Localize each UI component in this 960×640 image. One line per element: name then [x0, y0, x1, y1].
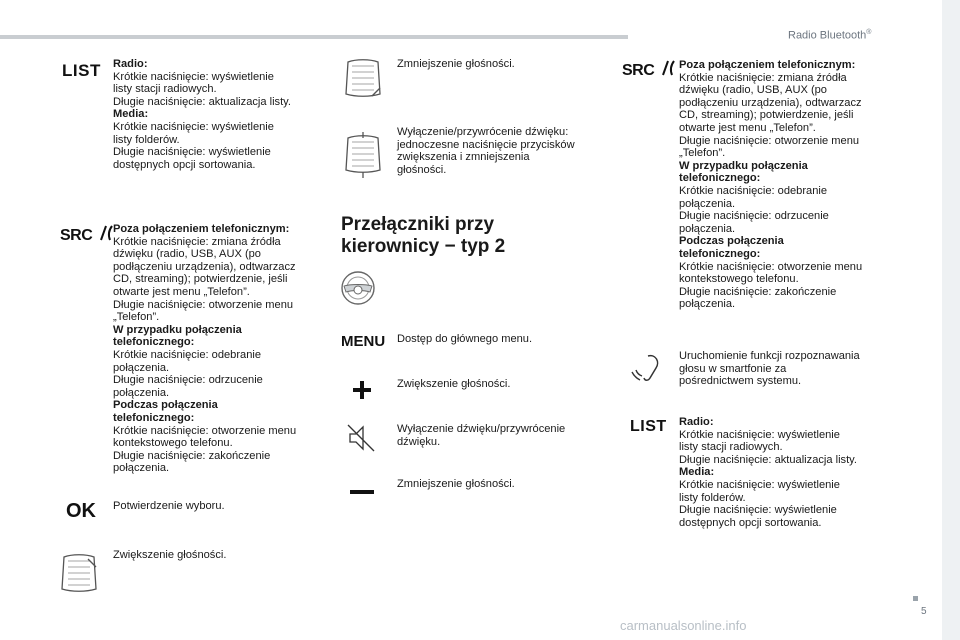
side-strip	[942, 0, 960, 640]
text-line: telefonicznego:	[113, 411, 195, 424]
header-title: Radio Bluetooth	[788, 29, 867, 42]
voice-recognition-icon	[628, 350, 662, 386]
text-line: CD, streaming); potwierdzenie, jeśli	[113, 273, 288, 286]
vol-down-description: Zmniejszenie głośności.	[397, 58, 515, 70]
src-icon-text-2: SRC	[622, 62, 655, 79]
text-line: dostępnych opcji sortowania.	[113, 158, 256, 171]
text-line: dźwięku.	[397, 435, 441, 448]
text-line: Poza połączeniem telefonicznym:	[679, 59, 856, 71]
text-line: pośrednictwem systemu.	[679, 375, 802, 388]
text-line: Poza połączeniem telefonicznym:	[113, 223, 290, 235]
section-title-line-1: Przełączniki przy	[341, 214, 495, 235]
text-line: telefonicznego:	[113, 336, 195, 349]
text-line: listy folderów.	[113, 133, 180, 146]
text-line: Długie naciśnięcie: wyświetlenie	[113, 146, 271, 159]
text-line: Długie naciśnięcie: otworzenie menu	[113, 298, 294, 311]
voice-description	[679, 350, 909, 388]
page-dot	[913, 596, 918, 601]
text-line: Krótkie naciśnięcie: wyświetlenie	[679, 478, 840, 491]
phone-handset-icon	[659, 59, 677, 77]
src-phone-icon-2	[622, 59, 677, 80]
text-line: połączenia.	[113, 361, 170, 374]
ok-description: Potwierdzenie wyboru.	[113, 500, 225, 512]
text-line: Długie naciśnięcie: odrzucenie	[679, 210, 829, 223]
page-number: 5	[921, 606, 927, 617]
text-line: połączenia.	[679, 222, 736, 235]
plus-description: Zwiększenie głośności.	[397, 378, 511, 390]
list-description-2	[679, 416, 909, 529]
text-line: Krótkie naciśnięcie: odebranie	[113, 348, 262, 361]
text-line: „Telefon”.	[113, 311, 160, 324]
src-description-2	[679, 59, 909, 311]
text-line: otwarte jest menu „Telefon”.	[679, 121, 816, 134]
text-line: otwarte jest menu „Telefon”.	[113, 285, 250, 298]
text-line: dźwięku (radio, USB, AUX (po	[113, 248, 261, 261]
steering-roller-press-icon	[342, 132, 384, 178]
text-line: „Telefon”.	[679, 147, 726, 160]
text-line: Wyłączenie/przywrócenie dźwięku:	[397, 126, 569, 138]
text-line: Długie naciśnięcie: wyświetlenie	[679, 504, 837, 517]
text-line: głosu w smartfonie za	[679, 362, 787, 375]
text-line: Wyłączenie dźwięku/przywrócenie	[397, 423, 566, 435]
text-line: kontekstowego telefonu.	[113, 437, 233, 450]
menu-description: Dostęp do głównego menu.	[397, 333, 533, 345]
top-rule	[0, 35, 628, 39]
text-line: jednoczesne naciśnięcie przycisków	[397, 138, 575, 151]
text-line: Krótkie naciśnięcie: odebranie	[679, 184, 828, 197]
text-line: dźwięku (radio, USB, AUX (po	[679, 84, 827, 97]
text-line: połączenia.	[679, 298, 736, 311]
src-description	[113, 223, 328, 475]
text-line: Krótkie naciśnięcie: otworzenie menu	[113, 424, 297, 437]
mute-speaker-icon	[346, 423, 376, 453]
text-line: połączenia.	[113, 386, 170, 399]
text-line: połączenia.	[113, 462, 170, 475]
watermark: carmanualsonline.info	[620, 618, 747, 633]
text-line: podłączeniu urządzenia), odtwarzacz	[679, 96, 862, 109]
text-line: zwiększenia i zmniejszenia	[397, 151, 530, 164]
registered-mark: ®	[866, 29, 872, 36]
src-icon-text: SRC	[60, 227, 93, 244]
text-line: W przypadku połączenia	[679, 159, 808, 172]
text-line: telefonicznego:	[679, 172, 761, 185]
text-line: Krótkie naciśnięcie: wyświetlenie	[679, 428, 840, 441]
mute-description	[397, 126, 607, 176]
list-icon: LIST	[62, 61, 101, 80]
text-line: połączenia.	[679, 197, 736, 210]
text-line: Radio:	[113, 58, 148, 70]
text-line: Podczas połączenia	[113, 399, 218, 412]
list-icon-2: LIST	[630, 418, 667, 435]
ok-icon: OK	[66, 500, 96, 522]
section-title-line-2: kierownicy − typ 2	[341, 236, 506, 257]
text-line: W przypadku połączenia	[113, 323, 242, 336]
text-line: Media:	[679, 466, 715, 479]
page-header	[788, 29, 871, 42]
text-line: Długie naciśnięcie: aktualizacja listy.	[113, 95, 291, 108]
text-line: CD, streaming); potwierdzenie, jeśli	[679, 109, 854, 122]
text-line: Krótkie naciśnięcie: wyświetlenie	[113, 120, 274, 133]
plus-icon	[352, 380, 372, 400]
text-line: Krótkie naciśnięcie: zmiana źródła	[113, 235, 281, 248]
minus-description: Zmniejszenie głośności.	[397, 478, 515, 490]
text-line: telefonicznego:	[679, 247, 761, 260]
text-line: listy folderów.	[679, 491, 746, 504]
src-phone-icon	[60, 224, 115, 245]
text-line: Długie naciśnięcie: odrzucenie	[113, 374, 263, 387]
text-line: dostępnych opcji sortowania.	[679, 516, 822, 529]
menu-icon: MENU	[341, 333, 386, 350]
text-line: listy stacji radiowych.	[679, 441, 783, 454]
text-line: Długie naciśnięcie: otworzenie menu	[679, 134, 860, 147]
text-line: Media:	[113, 108, 149, 121]
vol-up-description: Zwiększenie głośności.	[113, 549, 227, 561]
text-line: Długie naciśnięcie: zakończenie	[679, 285, 837, 298]
section-title	[341, 214, 505, 258]
text-line: listy stacji radiowych.	[113, 83, 217, 96]
text-line: Krótkie naciśnięcie: zmiana źródła	[679, 71, 847, 84]
text-line: Długie naciśnięcie: zakończenie	[113, 449, 271, 462]
steering-roller-up-icon	[58, 553, 100, 593]
text-line: Krótkie naciśnięcie: otworzenie menu	[679, 260, 863, 273]
steering-wheel-icon	[340, 270, 376, 306]
text-line: głośności.	[397, 163, 447, 176]
minus-icon	[350, 490, 374, 494]
text-line: Krótkie naciśnięcie: wyświetlenie	[113, 70, 274, 83]
text-line: Długie naciśnięcie: aktualizacja listy.	[679, 453, 857, 466]
steering-roller-down-icon	[342, 58, 384, 100]
text-line: podłączeniu urządzenia), odtwarzacz	[113, 260, 296, 273]
text-line: Radio:	[679, 416, 714, 428]
text-line: Uruchomienie funkcji rozpoznawania	[679, 350, 860, 362]
mute2-description	[397, 423, 607, 448]
list-description	[113, 58, 328, 171]
text-line: Podczas połączenia	[679, 235, 784, 248]
text-line: kontekstowego telefonu.	[679, 273, 799, 286]
